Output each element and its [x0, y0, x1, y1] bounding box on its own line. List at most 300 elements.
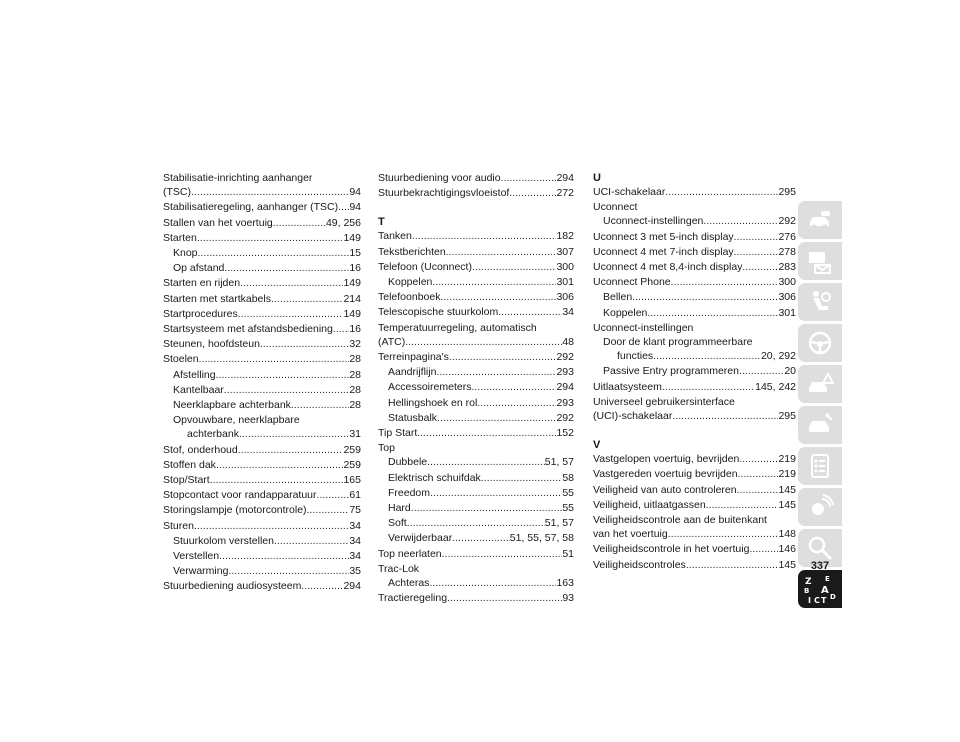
tab-multimedia[interactable]	[798, 488, 842, 526]
entry-term: Tekstberichten	[378, 245, 446, 258]
entry-term: Sturen	[163, 519, 194, 532]
index-entry	[593, 306, 796, 321]
index-entry	[378, 275, 574, 290]
leader-dots	[432, 276, 556, 290]
entry-term: Uitlaatsysteem	[593, 380, 662, 393]
tab-servicing[interactable]	[798, 406, 842, 444]
leader-dots	[452, 532, 510, 546]
entry-term: Stof, onderhoud	[163, 443, 238, 456]
index-entry	[378, 411, 574, 426]
leader-dots	[442, 548, 563, 562]
entry-term: Koppelen	[603, 306, 648, 319]
leader-dots	[210, 474, 344, 488]
dashboard-warning-icon	[806, 247, 834, 275]
index-entry	[378, 335, 574, 350]
entry-page: 32	[349, 338, 361, 351]
entry-term: Stuurbediening voor audio	[378, 172, 501, 184]
index-entry	[163, 352, 361, 367]
entry-page: 163	[556, 577, 574, 590]
index-column-3	[593, 171, 796, 573]
tab-safety[interactable]	[798, 283, 842, 321]
entry-page: 301	[556, 276, 574, 289]
index-entry	[378, 365, 574, 380]
entry-term: Verstellen	[173, 550, 220, 563]
index-entry	[163, 427, 361, 442]
leader-dots	[471, 381, 556, 395]
index-letter: E	[825, 575, 830, 583]
section-gap	[378, 201, 574, 215]
index-entry	[163, 398, 361, 413]
index-entry	[163, 519, 361, 534]
index-entry	[163, 307, 361, 322]
entry-page: 306	[556, 291, 574, 304]
leader-dots	[472, 261, 557, 275]
index-entry	[163, 503, 361, 518]
index-entry	[163, 549, 361, 564]
entry-term: Steunen, hoofdsteun	[163, 338, 260, 351]
entry-term: Telefoonboek	[378, 291, 441, 304]
entry-page: 149	[343, 231, 361, 244]
index-entry	[593, 452, 796, 467]
entry-term: Tractieregeling	[378, 592, 448, 605]
leader-dots	[417, 427, 556, 441]
tab-specifications[interactable]	[798, 447, 842, 485]
entry-term: Stallen van het voertuig	[163, 216, 273, 229]
index-heading: Trac-Lok	[378, 562, 420, 575]
entry-term: Passive Entry programmeren	[603, 365, 739, 378]
leader-dots	[412, 230, 557, 244]
entry-page: 55	[562, 486, 574, 499]
airbag-seat-icon	[806, 288, 834, 316]
leader-dots	[742, 261, 778, 275]
entry-term: Telescopische stuurkolom	[378, 306, 499, 319]
leader-dots	[706, 499, 779, 513]
index-entry	[378, 591, 574, 606]
leader-dots	[668, 528, 779, 542]
leader-dots	[498, 306, 562, 320]
entry-term: Kantelbaar	[173, 383, 224, 396]
leader-dots	[191, 186, 349, 200]
index-entry	[593, 230, 796, 245]
entry-term: Verwijderbaar	[388, 532, 453, 545]
leader-dots	[307, 504, 350, 518]
leader-dots	[672, 410, 778, 424]
entry-term: Stabilisatieregeling, aanhanger (TSC)	[163, 201, 339, 214]
index-heading: Uconnect-instellingen	[593, 321, 694, 334]
index-heading: Door de klant programmeerbare	[603, 336, 753, 349]
index-entry	[378, 260, 574, 275]
entry-page: 292	[778, 215, 796, 228]
section-letter: T	[378, 216, 385, 229]
index-entry	[593, 527, 796, 542]
index-entry	[163, 276, 361, 291]
entry-term: Vastgelopen voertuig, bevrijden	[593, 453, 740, 466]
entry-term: Tip Start	[378, 427, 418, 440]
leader-dots	[686, 559, 779, 573]
entry-page: 49, 256	[325, 216, 361, 229]
section-letter: V	[593, 439, 601, 452]
entry-page: 148	[778, 528, 796, 541]
index-entry	[593, 349, 796, 364]
entry-term: Vastgereden voertuig bevrijden	[593, 468, 738, 481]
leader-dots	[738, 468, 779, 482]
entry-page: 34	[349, 534, 361, 547]
leader-dots	[739, 365, 784, 379]
index-entry	[378, 501, 574, 516]
roadside-emergency-icon	[806, 370, 834, 398]
leader-dots	[427, 456, 545, 470]
entry-page: 34	[349, 519, 361, 532]
leader-dots	[509, 187, 556, 201]
index-letter: T	[821, 596, 827, 605]
entry-term: Veiligheidscontrole in het voertuig	[593, 543, 750, 556]
entry-page: 295	[778, 186, 796, 198]
entry-term: Telefoon (Uconnect)	[378, 260, 472, 273]
entry-page: 292	[556, 351, 574, 364]
entry-page: 20, 292	[760, 350, 796, 363]
index-letter: Z	[805, 577, 812, 587]
leader-dots	[198, 247, 350, 261]
leader-dots	[260, 338, 349, 352]
leader-dots	[224, 384, 350, 398]
index-entry	[378, 426, 574, 441]
entry-term: Uconnect Phone	[593, 276, 671, 289]
entry-page: 34	[562, 306, 574, 319]
entry-term: Starten	[163, 231, 197, 244]
index-column-2	[378, 171, 574, 606]
entry-page: 294	[556, 381, 574, 394]
entry-page: 51, 57	[544, 517, 574, 530]
index-entry	[593, 483, 796, 498]
leader-dots	[734, 246, 779, 260]
entry-term: Stoffen dak	[163, 458, 216, 471]
entry-term: Verwarming	[173, 565, 229, 578]
index-entry	[163, 458, 361, 473]
entry-page: 58	[562, 471, 574, 484]
index-entry	[378, 516, 574, 531]
index-entry	[593, 498, 796, 513]
entry-term: Soft	[388, 517, 407, 530]
index-entry	[163, 473, 361, 488]
index-letter: I	[808, 596, 811, 605]
index-entry	[163, 383, 361, 398]
tab-driving[interactable]	[798, 324, 842, 362]
index-entry	[593, 290, 796, 305]
tab-instrument-panel[interactable]	[798, 242, 842, 280]
entry-term: Uconnect 4 met 7-inch display	[593, 245, 734, 258]
index-entry	[163, 185, 361, 200]
index-entry	[593, 185, 796, 200]
entry-page: 28	[349, 383, 361, 396]
entry-term: Koppelen	[388, 276, 433, 289]
leader-dots	[430, 487, 562, 501]
index-entry	[163, 246, 361, 261]
entry-term: Knop	[173, 247, 198, 260]
entry-page: 214	[343, 292, 361, 305]
leader-dots	[739, 453, 778, 467]
entry-page: 16	[349, 323, 361, 336]
entry-term: Stopcontact voor randapparatuur	[163, 489, 317, 502]
entry-page: 276	[778, 230, 796, 243]
leader-dots	[239, 428, 349, 442]
entry-page: 48	[562, 335, 574, 348]
entry-term: Stuurbediening audiosysteem	[163, 580, 302, 593]
leader-dots	[301, 580, 343, 594]
leader-dots	[273, 217, 326, 231]
index-entry	[163, 488, 361, 503]
steering-wheel-icon	[806, 329, 834, 357]
leader-dots	[749, 543, 778, 557]
section-letter: U	[593, 172, 601, 184]
entry-term: Freedom	[388, 486, 431, 499]
leader-dots	[238, 308, 344, 322]
index-entry	[378, 471, 574, 486]
entry-term: Neerklapbare achterbank	[173, 399, 291, 412]
entry-term: achterbank	[187, 428, 239, 441]
entry-term: Uconnect 3 met 5-inch display	[593, 230, 734, 243]
entry-page: 28	[349, 353, 361, 366]
entry-page: 93	[562, 592, 574, 605]
index-entry	[378, 290, 574, 305]
entry-term: Afstelling	[173, 368, 216, 381]
entry-term: Stuurbekrachtigingsvloeistof	[378, 187, 510, 200]
entry-page: 28	[349, 399, 361, 412]
entry-page: 272	[556, 187, 574, 200]
entry-page: 293	[556, 396, 574, 409]
index-entry	[378, 229, 574, 244]
leader-dots	[216, 459, 344, 473]
entry-page: 146	[778, 543, 796, 556]
entry-term: Stuurkolom verstellen	[173, 534, 274, 547]
tab-index[interactable]	[798, 570, 842, 608]
index-letter: A	[821, 585, 829, 596]
leader-dots	[446, 246, 557, 260]
tab-getting-to-know[interactable]	[798, 201, 842, 239]
entry-page: 283	[778, 261, 796, 274]
entry-page: 293	[556, 366, 574, 379]
entry-term: Stoelen	[163, 353, 199, 366]
entry-term: Elektrisch schuifdak	[388, 471, 481, 484]
entry-term: Dubbele	[388, 456, 428, 469]
entry-page: 301	[778, 306, 796, 319]
leader-dots	[199, 353, 350, 367]
entry-page: 145, 242	[755, 380, 796, 393]
entry-term: Starten met startkabels	[163, 292, 271, 305]
leader-dots	[447, 592, 562, 606]
index-entry	[378, 245, 574, 260]
leader-dots	[271, 293, 344, 307]
multimedia-radio-icon	[806, 493, 834, 521]
leader-dots	[228, 565, 349, 579]
index-entry	[163, 337, 361, 352]
index-heading: Uconnect	[593, 201, 638, 214]
entry-page: 306	[778, 291, 796, 304]
entry-page: 307	[556, 245, 574, 258]
index-entry	[593, 558, 796, 573]
index-entry	[378, 350, 574, 365]
index-letter: C	[814, 596, 820, 605]
leader-dots	[653, 350, 761, 364]
leader-dots	[216, 369, 350, 383]
index-heading: Stabilisatie-inrichting aanhanger	[163, 172, 313, 184]
entry-page: 165	[343, 474, 361, 487]
index-entry	[593, 542, 796, 557]
index-entry	[593, 245, 796, 260]
entry-page: 145	[778, 498, 796, 511]
leader-dots	[333, 323, 349, 337]
entry-term: Veiligheidscontroles	[593, 558, 686, 571]
entry-page: 15	[349, 247, 361, 260]
entry-page: 35	[349, 565, 361, 578]
tab-emergency[interactable]	[798, 365, 842, 403]
entry-page: 145	[778, 483, 796, 496]
entry-term: Achteras	[388, 577, 430, 590]
entry-page: 145	[778, 558, 796, 571]
entry-page: 259	[343, 458, 361, 471]
entry-term: Startprocedures	[163, 307, 238, 320]
entry-page: 94	[349, 201, 361, 214]
leader-dots	[632, 291, 778, 305]
leader-dots	[440, 291, 556, 305]
leader-dots	[737, 484, 779, 498]
leader-dots	[194, 520, 349, 534]
chapter-tabs	[798, 201, 842, 611]
leader-dots	[437, 412, 556, 426]
leader-dots	[734, 231, 779, 245]
entry-term: Startsysteem met afstandsbediening	[163, 323, 333, 336]
entry-page: 219	[778, 453, 796, 466]
entry-page: 20	[784, 365, 796, 378]
entry-page: 28	[349, 368, 361, 381]
entry-term: van het voertuig	[593, 528, 668, 541]
index-entry	[378, 380, 574, 395]
index-entry	[378, 396, 574, 411]
index-entry	[378, 186, 574, 201]
leader-dots	[665, 186, 778, 200]
entry-term: Terreinpagina's	[378, 351, 449, 364]
alphabet-index-icon	[803, 573, 837, 605]
section-gap	[593, 424, 796, 438]
entry-page: 259	[343, 443, 361, 456]
index-letter: B	[804, 587, 810, 595]
index-entry	[378, 486, 574, 501]
search-magnifier-icon	[806, 534, 834, 562]
index-entry	[163, 368, 361, 383]
index-heading: Opvouwbare, neerklapbare	[173, 414, 300, 427]
entry-term: Hellingshoek en rol	[388, 396, 478, 409]
specifications-list-icon	[806, 452, 834, 480]
leader-dots	[411, 502, 563, 516]
leader-dots	[501, 172, 557, 186]
entry-term: Starten en rijden	[163, 277, 241, 290]
index-entry	[163, 322, 361, 337]
entry-page: 294	[343, 580, 361, 593]
entry-page: 278	[778, 245, 796, 258]
leader-dots	[219, 550, 349, 564]
leader-dots	[291, 399, 349, 413]
index-entry	[593, 380, 796, 395]
service-car-icon	[806, 411, 834, 439]
index-heading: Temperatuurregeling, automatisch	[378, 321, 537, 334]
entry-page: 55	[562, 502, 574, 515]
index-entry	[163, 216, 361, 231]
entry-term: Stop/Start	[163, 474, 210, 487]
index-entry	[378, 455, 574, 470]
page-number: 337	[810, 560, 830, 572]
leader-dots	[429, 577, 556, 591]
index-entry	[163, 443, 361, 458]
entry-term: (UCI)-schakelaar	[593, 410, 673, 423]
entry-page: 219	[778, 468, 796, 481]
index-entry	[163, 292, 361, 307]
leader-dots	[407, 517, 545, 531]
index-heading: Top	[378, 442, 395, 455]
entry-term: Aandrijflijn	[388, 366, 437, 379]
leader-dots	[338, 201, 349, 215]
index-entry	[163, 200, 361, 215]
entry-page: 34	[349, 550, 361, 563]
leader-dots	[703, 215, 778, 229]
index-heading: Veiligheidscontrole aan de buitenkant	[593, 514, 767, 527]
entry-term: functies	[617, 350, 654, 363]
leader-dots	[436, 366, 556, 380]
entry-page: 300	[778, 276, 796, 289]
entry-term: (TSC)	[163, 186, 191, 199]
entry-page: 295	[778, 410, 796, 423]
entry-term: Accessoiremeters	[388, 381, 472, 394]
index-entry	[163, 534, 361, 549]
index-entry	[163, 564, 361, 579]
entry-page: 16	[349, 262, 361, 275]
car-key-icon	[806, 206, 834, 234]
entry-page: 149	[343, 307, 361, 320]
entry-page: 182	[556, 230, 574, 243]
entry-page: 75	[349, 504, 361, 517]
index-entry	[593, 467, 796, 482]
entry-page: 94	[349, 186, 361, 199]
entry-page: 61	[349, 489, 361, 502]
index-entry	[163, 579, 361, 594]
leader-dots	[238, 444, 344, 458]
leader-dots	[477, 397, 556, 411]
index-letter: D	[830, 593, 836, 601]
entry-page: 51, 55, 57, 58	[509, 532, 574, 545]
index-entry	[593, 364, 796, 379]
leader-dots	[240, 277, 343, 291]
entry-term: Bellen	[603, 291, 633, 304]
entry-page: 152	[556, 427, 574, 440]
leader-dots	[224, 262, 349, 276]
leader-dots	[647, 307, 778, 321]
entry-term: Statusbalk	[388, 411, 438, 424]
entry-term: Op afstand	[173, 262, 225, 275]
index-entry	[378, 531, 574, 546]
index-entry	[378, 576, 574, 591]
entry-term: Top neerlaten	[378, 547, 442, 560]
entry-term: Veiligheid van auto controleren	[593, 483, 737, 496]
index-entry	[593, 260, 796, 275]
entry-term: Storingslampje (motorcontrole)	[163, 504, 307, 517]
index-entry	[163, 261, 361, 276]
index-entry	[593, 409, 796, 424]
entry-page: 149	[343, 277, 361, 290]
entry-term: Hard	[388, 502, 411, 515]
index-entry	[378, 547, 574, 562]
index-entry	[163, 231, 361, 246]
entry-term: UCI-schakelaar	[593, 186, 666, 198]
index-heading: Universeel gebruikersinterface	[593, 395, 735, 408]
entry-term: (ATC)	[378, 335, 406, 348]
